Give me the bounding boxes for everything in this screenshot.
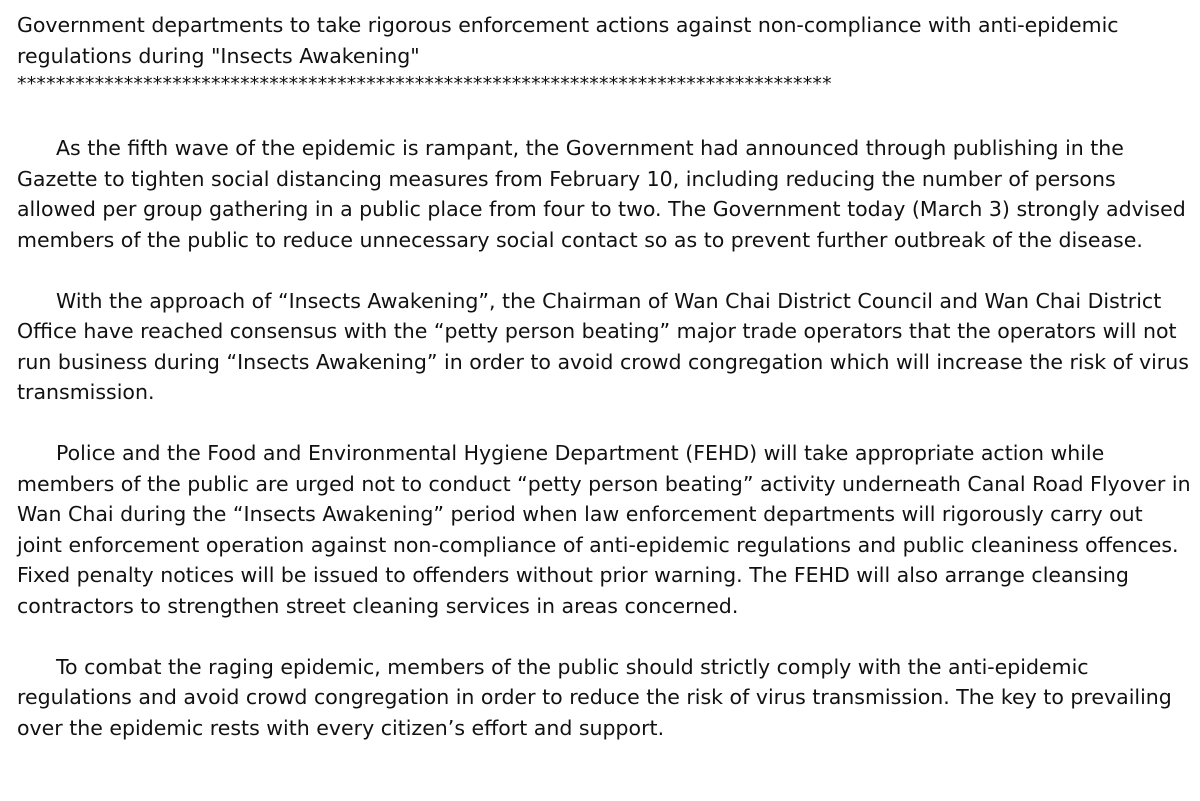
press-release xyxy=(17,10,1192,743)
paragraph-combat-epidemic: To combat the raging epidemic, members of the public should strictly comply with the anti-epidemic regulations and avoid crowd congregation in order to reduce the risk of virus transmission. The key to prevailing over the epidemic rests with every citizen’s effort and support. xyxy=(17,654,1172,740)
page-title: Government departments to take rigorous enforcement actions against non-compliance with anti-epidemic regulations during "Insects Awakening" xyxy=(17,13,1119,68)
paragraph-insects-awakening-consensus: With the approach of “Insects Awakening”, the Chairman of Wan Chai District Council and Wan Chai District Office have reached consensus with the “petty person beating” major trade operators that the operators will not run business during “Insects Awakening” in order to avoid crowd congregation which will increase the risk of virus transmission. xyxy=(17,288,1189,404)
paragraph-enforcement-action: Police and the Food and Environmental Hygiene Department (FEHD) will take appropriate action while members of the public are urged not to conduct “petty person beating” activity underneath Canal Road Flyover in Wan Chai during the “Insects Awakening” period when law enforcement departments will rigorously carry out joint enforcement operation against non-compliance of anti-epidemic regulations and public cleaniness offences. Fixed penalty notices will be issued to offenders without prior warning. The FEHD will also arrange cleansing contractors to strengthen street cleaning services in areas concerned. xyxy=(17,441,1191,618)
paragraph-social-distancing: As the fifth wave of the epidemic is rampant, the Government had announced through publishing in the Gazette to tighten social distancing measures from February 10, including reducing the number of persons allowed per group gathering in a public place from four to two. The Government today (March 3) strongly advised members of the public to reduce unnecessary social contact so as to prevent further outbreak of the disease. xyxy=(17,136,1186,252)
asterisk-divider: ************************************************************************************ xyxy=(17,73,832,95)
